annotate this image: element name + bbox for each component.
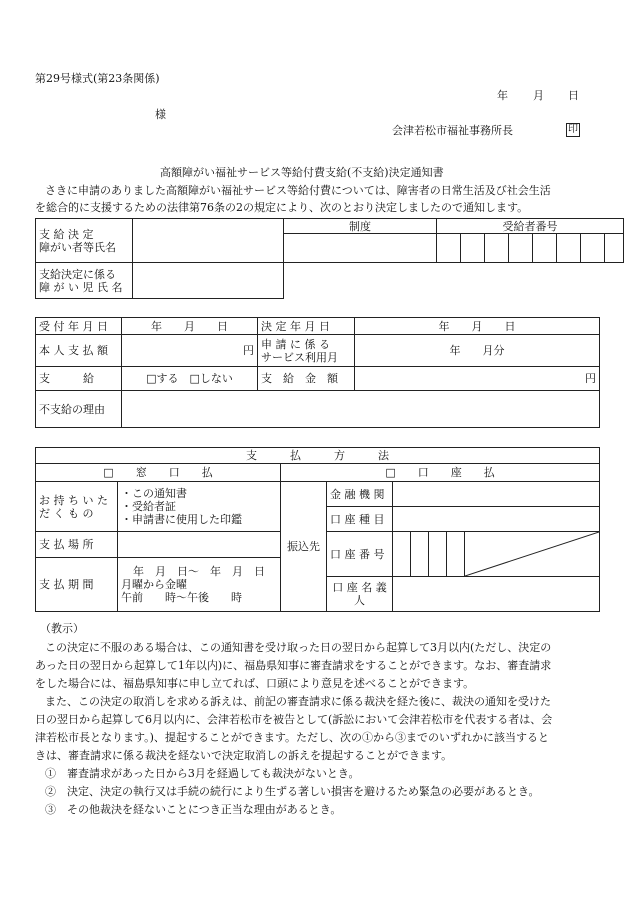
account-digit[interactable]	[411, 532, 429, 577]
recipient-digit[interactable]	[533, 234, 557, 263]
payment-method-header: 支 払 方 法	[36, 448, 600, 464]
place-label: 支 払 場 所	[36, 532, 118, 558]
recipient-suffix: 様	[155, 108, 166, 121]
account-digit[interactable]	[447, 532, 465, 577]
window-payment-option[interactable]: □ 窓 口 払	[36, 464, 281, 482]
account-name-value[interactable]	[393, 577, 600, 612]
recipient-number-header: 受給者番号	[437, 219, 624, 234]
decision-person-value[interactable]	[133, 219, 284, 263]
intro-line-1: さきに申請のありました高額障がい福祉サービス等給付費については、障害者の日常生活及び社会生活	[45, 184, 551, 197]
notice-body: この決定に不服のある場合は、この通知書を受け取った日の翌日から起算して3月以内(ただし、決定の あった日の翌日から起算して1年以内)に、福島県知事に審査請求をすることができます。なお、審査請求 をした場合には、福島県知事に申し立てれば、口頭により意見を述べることができます。 また、この決定の取消しを求める訴えは、前記の審査請求に係る裁決を経た後に、裁決の通知を受けた 日の翌日から起算して6月以内に、会津若松市を被告として(訴訟において会津若松市を代表する者は、会 津若松市長となります。)、提起することができます。ただし、次の①から③までのいずれかに該当すると きは、審査請求に係る裁決を経ないで決定取消しの訴えを提起することができます。 ① 審査請求があった日から3月を経過しても裁決がないとき。 ② 決定、決定の執行又は手続の続行により生ずる著しい損害を避けるため緊急の必要があるとき。 ③ その他裁決を経ないことにつき正当な理由があるとき。	[35, 639, 598, 819]
sender-name: 会津若松市福祉事務所長	[392, 124, 513, 137]
notice-title: （教示）	[40, 622, 84, 635]
account-name-label: 口 座 名 義 人	[327, 577, 393, 612]
decision-date-value[interactable]: 年 月 日	[355, 318, 600, 335]
period-label: 支 払 期 間	[36, 558, 118, 612]
bring-items-list: ・この通知書 ・受給者証 ・申請書に使用した印鑑	[118, 482, 281, 532]
recipient-digit[interactable]	[461, 234, 485, 263]
condition-item: ① 審査請求があった日から3月を経過しても裁決がないとき。	[45, 767, 360, 780]
reason-label: 不支給の理由	[36, 391, 122, 428]
date-year: 年	[497, 89, 508, 102]
recipient-digit[interactable]	[557, 234, 581, 263]
condition-item: ② 決定、決定の執行又は手続の続行により生ずる著しい損害を避けるため緊急の必要があるとき。	[45, 785, 540, 798]
seal-stamp: 印	[568, 124, 578, 135]
date-day: 日	[568, 89, 579, 102]
account-digit[interactable]	[429, 532, 447, 577]
child-name-value[interactable]	[133, 263, 284, 299]
amount-value[interactable]: 円	[355, 367, 600, 391]
bring-items-label: お 持 ち い た だ く も の	[36, 482, 118, 532]
receipt-date-value[interactable]: 年 月 日	[122, 318, 258, 335]
bank-label: 金 融 機 関	[327, 482, 393, 507]
transfer-label: 振込先	[281, 482, 327, 612]
account-type-label: 口 座 種 目	[327, 507, 393, 532]
account-type-value[interactable]	[393, 507, 600, 532]
recipient-digit[interactable]	[605, 234, 624, 263]
condition-item: ③ その他裁決を経ないことにつき正当な理由があるとき。	[45, 803, 342, 816]
account-digit-slash	[465, 532, 600, 577]
system-value[interactable]	[284, 234, 437, 263]
payment-method-table	[35, 447, 600, 612]
document-title: 高額障がい福祉サービス等給付費支給(不支給)決定通知書	[160, 166, 444, 179]
receipt-date-label: 受 付 年 月 日	[36, 318, 122, 335]
diagonal-line-icon	[465, 532, 599, 576]
payment-label: 支 給	[36, 367, 122, 391]
period-value[interactable]: 年 月 日～ 年 月 日 月曜から金曜 午前 時～午後 時	[118, 558, 281, 612]
account-number-label: 口 座 番 号	[327, 532, 393, 577]
bank-value[interactable]	[393, 482, 600, 507]
decision-date-label: 決 定 年 月 日	[258, 318, 355, 335]
form-number: 第29号様式(第23条関係)	[35, 72, 160, 85]
recipient-digit[interactable]	[581, 234, 605, 263]
intro-line-2: を総合的に支援するための法律第76条の2の規定により、次のとおり決定しましたので通知します。	[35, 201, 529, 214]
self-pay-value[interactable]: 円	[122, 335, 258, 367]
system-header: 制度	[284, 219, 437, 234]
service-month-label: 申 請 に 係 る サービス利用月	[258, 335, 355, 367]
amount-label: 支 給 金 額	[258, 367, 355, 391]
account-digit[interactable]	[393, 532, 411, 577]
place-value[interactable]	[118, 532, 281, 558]
recipient-digit[interactable]	[509, 234, 533, 263]
child-name-label: 支給決定に係る 障 が い 児 氏 名	[36, 263, 133, 299]
decision-person-label: 支 給 決 定 障がい者等氏名	[36, 219, 133, 263]
recipient-digit[interactable]	[485, 234, 509, 263]
recipient-number-table	[283, 218, 624, 263]
decision-table	[35, 317, 600, 428]
account-payment-option[interactable]: □ 口 座 払	[281, 464, 600, 482]
service-month-value[interactable]: 年 月分	[355, 335, 600, 367]
date-month: 月	[533, 89, 544, 102]
reason-value[interactable]	[122, 391, 600, 428]
payment-checkboxes[interactable]: □する □しない	[122, 367, 258, 391]
recipient-digit[interactable]	[437, 234, 461, 263]
person-table	[35, 218, 284, 299]
self-pay-label: 本 人 支 払 額	[36, 335, 122, 367]
